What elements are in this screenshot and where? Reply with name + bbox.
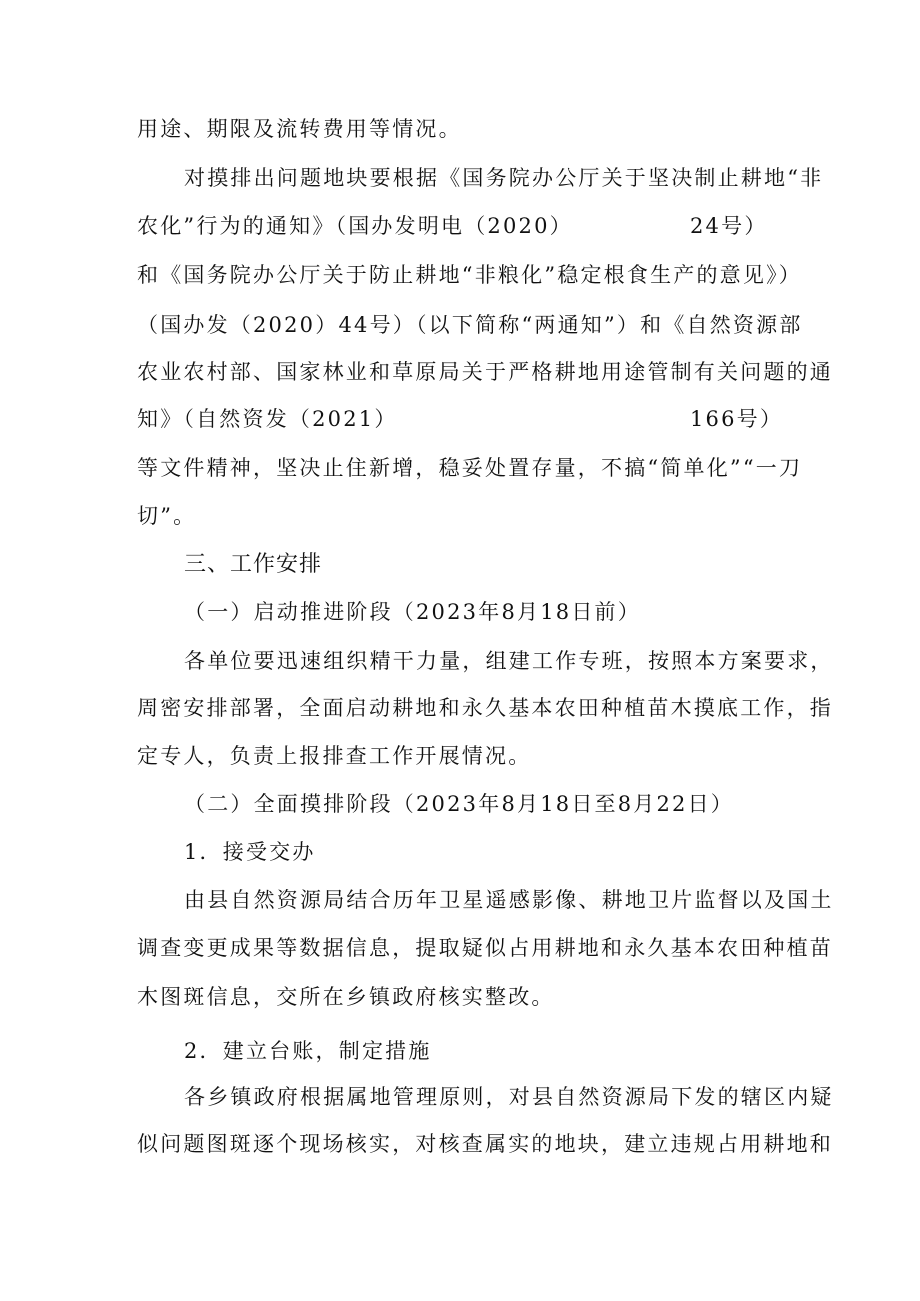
subsection-heading: （二）全面摸排阶段（2023年8月18日至8月22日） [184,792,735,816]
text-line: 各单位要迅速组织精干力量，组建工作专班，按照本方案要求， [184,649,834,673]
text-line: 木图斑信息，交所在乡镇政府核实整改。 [137,985,555,1009]
text-line: 调查变更成果等数据信息，提取疑似占用耕地和永久基本农田种植苗 [137,936,833,960]
text-line: 切”。 [137,504,197,528]
text-line: 由县自然资源局结合历年卫星遥感影像、耕地卫片监督以及国土 [184,888,834,912]
text-line: 等文件精神，坚决止住新增，稳妥处置存量，不搞“简单化”“一刀 [137,456,803,480]
text-line: （国办发（2020）44号）（以下简称“两通知”）和《自然资源部 [137,313,803,337]
item-heading: 1．接受交办 [184,840,316,864]
text-line-right: 24号） [690,214,768,238]
text-line: 农化”行为的通知》（国办发明电（2020） [137,214,573,238]
text-line: 周密安排部署，全面启动耕地和永久基本农田种植苗木摸底工作，指 [137,696,833,720]
text-line: 对摸排出问题地块要根据《国务院办公厅关于坚决制止耕地“非 [184,166,824,190]
section-heading: 三、工作安排 [184,552,323,577]
text-line-right: 166号） [690,407,784,431]
text-line: 各乡镇政府根据属地管理原则，对县自然资源局下发的辖区内疑 [184,1085,834,1109]
subsection-heading: （一）启动推进阶段（2023年8月18日前） [184,600,641,624]
text-line: 定专人，负责上报排查工作开展情况。 [137,744,532,768]
item-heading: 2．建立台账，制定措施 [184,1039,432,1063]
text-line: 用途、期限及流转费用等情况。 [137,117,462,141]
text-line: 和《国务院办公厅关于防止耕地“非粮化”稳定根食生产的意见》） [137,263,802,287]
text-line: 农业农村部、国家林业和草原局关于严格耕地用途管制有关问题的通 [137,360,833,384]
text-line: 似问题图斑逐个现场核实，对核查属实的地块，建立违规占用耕地和 [137,1132,833,1156]
text-line: 知》（自然资发（2021） [137,407,398,431]
